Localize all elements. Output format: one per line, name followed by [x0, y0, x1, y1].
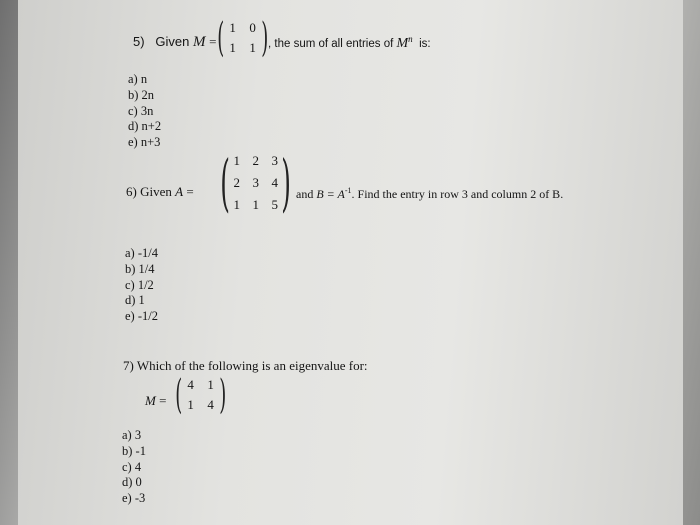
q5-m12: 0: [249, 20, 256, 35]
q5-option-d: d) n+2: [128, 119, 162, 134]
q5-equals: =: [209, 34, 217, 49]
q6-matrix-grid: [227, 153, 284, 213]
q5-tail-exp: n: [408, 34, 413, 44]
q7-matrix-name: M: [145, 393, 156, 408]
q6-tail-text: . Find the entry in row 3 and column 2 of B.: [351, 187, 564, 201]
q5-option-c: c) 3n: [128, 103, 154, 118]
q6-right-paren: ): [281, 146, 292, 219]
q7-left-paren: (: [175, 372, 183, 418]
worksheet-page: [18, 0, 683, 525]
q5-number: 5): [133, 34, 145, 49]
q6-equals: =: [186, 184, 194, 199]
q5-tail-end: is:: [419, 37, 431, 50]
q6-and: and: [296, 187, 314, 201]
q6-a33: 5: [271, 197, 278, 212]
q7-prompt: 7) Which of the following is an eigenvalue for:: [123, 358, 368, 373]
q7-matrix-grid: [181, 377, 221, 413]
q7-option-a: a) 3: [122, 428, 142, 442]
q6-option-e: e) -1/2: [125, 309, 158, 324]
q7-options: [122, 428, 146, 507]
q6-a12: 2: [252, 153, 259, 168]
q7-matrix: [171, 372, 230, 418]
q7-m12: 1: [207, 377, 214, 392]
q5-right-paren: ): [260, 15, 268, 61]
q6-option-a: a) -1/4: [125, 246, 158, 260]
q5-tail: [268, 34, 431, 52]
q5-option-b: b) 2n: [128, 87, 155, 102]
q6-a11: 1: [233, 153, 240, 168]
q6-option-d: d) 1: [125, 293, 145, 308]
q6-prompt: [126, 184, 194, 200]
q5-option-e: e) n+3: [128, 135, 161, 150]
q6-a23: 4: [271, 175, 278, 190]
q5-tail-text: , the sum of all entries of: [268, 37, 394, 50]
q5-option-a: a) n: [128, 72, 148, 86]
q6-tail: [296, 186, 563, 202]
q6-b-expr: B = A: [316, 187, 345, 201]
q7-option-b: b) -1: [122, 443, 146, 458]
q7-m22: 4: [207, 397, 214, 412]
q7-m11: 4: [187, 377, 194, 392]
q5-m21: 1: [229, 40, 236, 55]
q5-given: Given: [155, 34, 190, 49]
q6-option-c: c) 1/2: [125, 277, 154, 292]
q6-option-b: b) 1/4: [125, 261, 155, 276]
q5-m22: 1: [249, 40, 256, 55]
q7-option-d: d) 0: [122, 475, 142, 490]
q6-a21: 2: [233, 175, 240, 190]
q5-matrix: [213, 15, 272, 61]
q7-option-c: c) 4: [122, 459, 142, 474]
q6-a32: 1: [252, 197, 259, 212]
q6-a31: 1: [233, 197, 240, 212]
q5-matrix-name: M: [193, 34, 206, 50]
q6-left-paren: (: [220, 146, 230, 219]
q6-matrix: [213, 146, 298, 219]
q6-a13: 3: [271, 153, 278, 168]
q7-matrix-label: [145, 393, 166, 409]
q5-options: [128, 72, 161, 151]
q5-tail-var: M: [396, 35, 409, 51]
q6-b-exp: -1: [344, 186, 352, 195]
q5-left-paren: (: [217, 15, 225, 61]
q5-prompt: [133, 34, 216, 51]
q7-m21: 1: [187, 397, 194, 412]
q6-options: [125, 246, 158, 325]
q6-a22: 3: [252, 175, 259, 190]
q6-given: 6) Given: [126, 184, 172, 199]
q5-m11: 1: [229, 20, 236, 35]
q6-matrix-name: A: [175, 184, 184, 199]
q7-option-e: e) -3: [122, 491, 146, 506]
q5-matrix-grid: [223, 20, 263, 56]
q7-equals: =: [159, 393, 167, 408]
q7-right-paren: ): [218, 372, 226, 418]
